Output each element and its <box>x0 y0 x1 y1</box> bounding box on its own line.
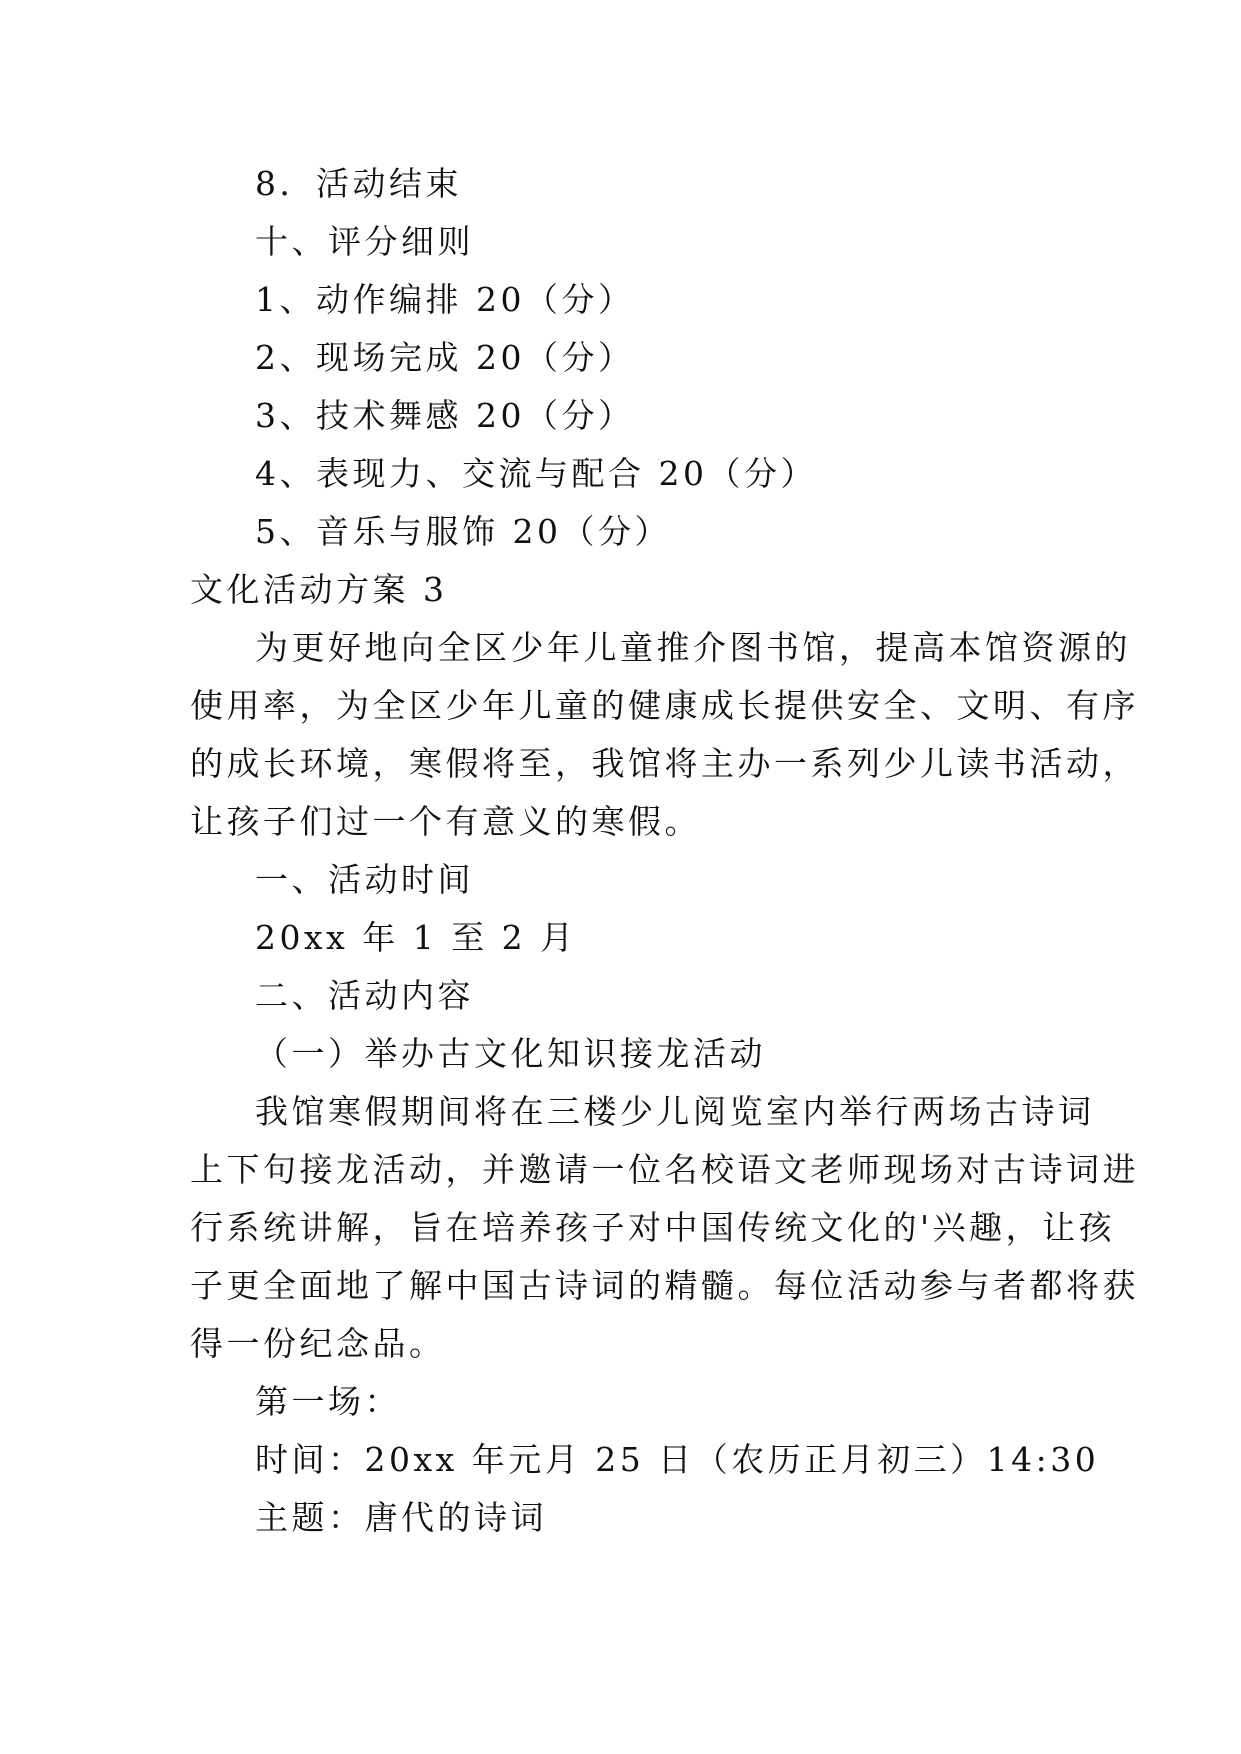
list-item-score-2: 2、现场完成 20（分） <box>255 338 635 377</box>
session-time: 时间：20xx 年元月 25 日（农历正月初三）14:30 <box>255 1440 1100 1479</box>
paragraph-line: 得一份纪念品。 <box>190 1324 446 1363</box>
paragraph-line: 为更好地向全区少年儿童推介图书馆，提高本馆资源的 <box>255 628 1131 667</box>
session-label: 第一场： <box>255 1382 401 1421</box>
paragraph-line: 行系统讲解，旨在培养孩子对中国传统文化的'兴趣，让孩 <box>190 1208 1116 1247</box>
list-item-score-1: 1、动作编排 20（分） <box>255 280 635 319</box>
paragraph-line: 使用率，为全区少年儿童的健康成长提供安全、文明、有序 <box>190 686 1139 725</box>
section-heading-content: 二、活动内容 <box>255 976 474 1015</box>
subsection-heading: （一）举办古文化知识接龙活动 <box>255 1034 766 1073</box>
paragraph-line: 的成长环境，寒假将至，我馆将主办一系列少儿读书活动， <box>190 744 1139 783</box>
list-item-score-4: 4、表现力、交流与配合 20（分） <box>255 454 817 493</box>
section-heading-time: 一、活动时间 <box>255 860 474 899</box>
list-item-score-5: 5、音乐与服饰 20（分） <box>255 512 671 551</box>
section-heading-scoring: 十、评分细则 <box>255 222 474 261</box>
paragraph-line: 上下句接龙活动，并邀请一位名校语文老师现场对古诗词进 <box>190 1150 1139 1189</box>
document-title: 文化活动方案 3 <box>190 570 448 609</box>
session-theme: 主题：唐代的诗词 <box>255 1498 547 1537</box>
activity-period: 20xx 年 1 至 2 月 <box>255 918 577 957</box>
paragraph-line: 让孩子们过一个有意义的寒假。 <box>190 802 701 841</box>
list-item-score-3: 3、技术舞感 20（分） <box>255 396 635 435</box>
list-item-activity-end: 8．活动结束 <box>255 164 462 203</box>
paragraph-line: 我馆寒假期间将在三楼少儿阅览室内举行两场古诗词 <box>255 1092 1095 1131</box>
paragraph-line: 子更全面地了解中国古诗词的精髓。每位活动参与者都将获 <box>190 1266 1139 1305</box>
